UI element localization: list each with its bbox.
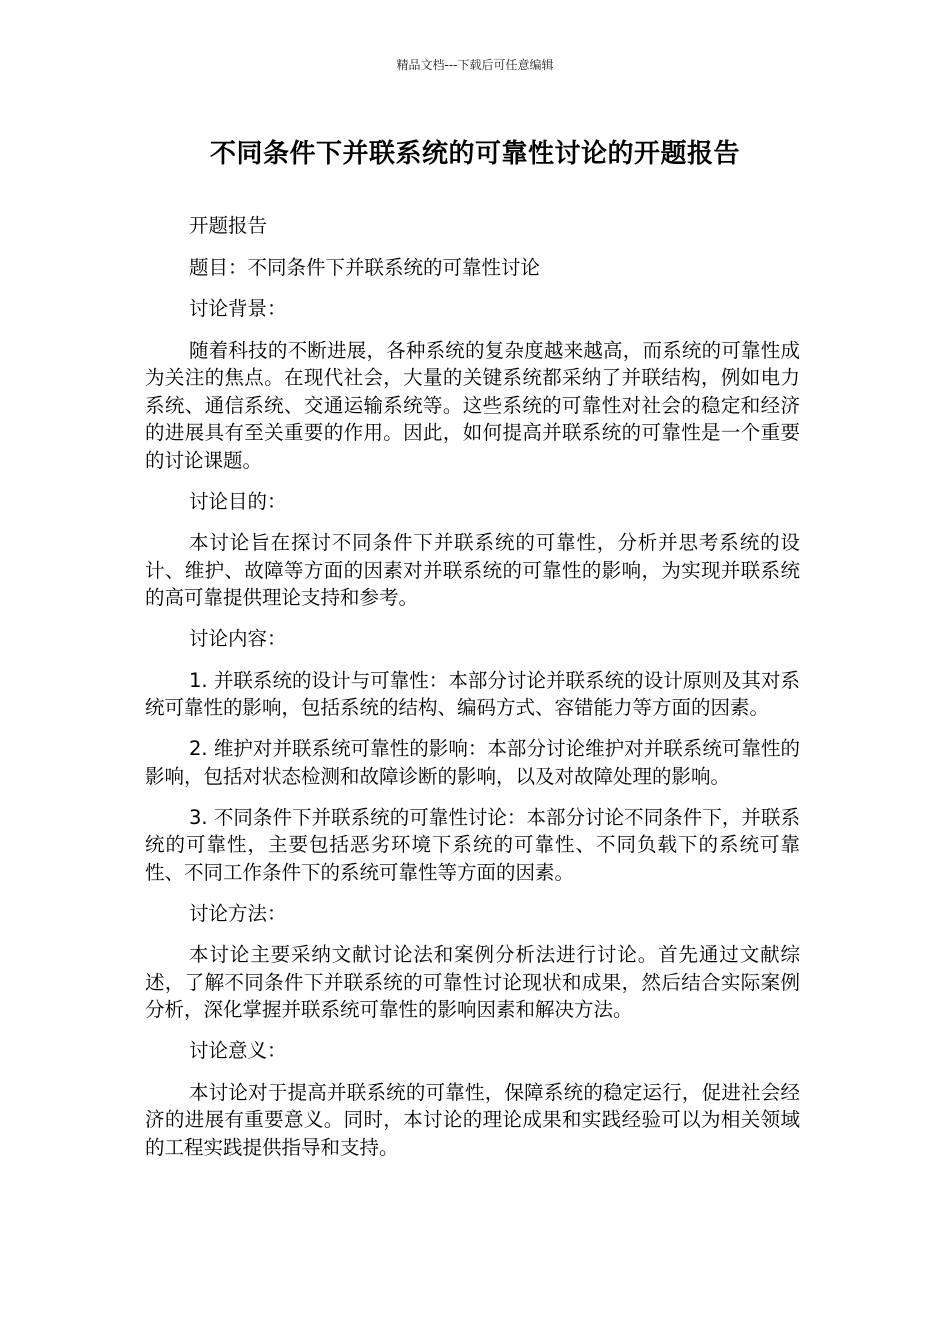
document-title: 不同条件下并联系统的可靠性讨论的开题报告 [209, 139, 740, 169]
section-heading-content: 讨论内容： [189, 627, 287, 650]
paragraph-significance: 本讨论对于提高并联系统的可靠性，保障系统的稳定运行，促进社会经济的进展有重要意义。同时，本讨论的理论成果和实践经验可以为相关领域的工程实践提供指导和支持。 [145, 1080, 800, 1159]
document-body [145, 212, 800, 1175]
page-header: 精品文档---下载后可任意编辑 [396, 58, 554, 72]
topic-line: 题目：不同条件下并联系统的可靠性讨论 [189, 255, 541, 279]
section-heading-significance: 讨论意义： [189, 1039, 287, 1062]
section-heading-purpose: 讨论目的： [189, 489, 287, 513]
section-label-opening-report: 开题报告 [189, 214, 268, 237]
section-heading-method: 讨论方法： [189, 901, 287, 925]
list-item-content-3: 3. 不同条件下并联系统的可靠性讨论：本部分讨论不同条件下，并联系统的可靠性，主要包括恶劣环境下系统的可靠性、不同负载下的系统可靠性、不同工作条件下的系统可靠性等方面的因素。 [145, 805, 800, 884]
paragraph-background: 随着科技的不断进展，各种系统的复杂度越来越高，而系统的可靠性成为关注的焦点。在现代社会，大量的关键系统都采纳了并联结构，例如电力系统、通信系统、交通运输系统等。这些系统的可靠性对社会的稳定和经济的进展具有至关重要的作用。因此，如何提高并联系统的可靠性是一个重要的讨论课题。 [145, 338, 800, 472]
section-heading-background: 讨论背景： [189, 297, 287, 320]
list-item-content-1: 1. 并联系统的设计与可靠性：本部分讨论并联系统的设计原则及其对系统可靠性的影响，包括系统的结构、编码方式、容错能力等方面的因素。 [145, 668, 800, 719]
list-item-content-2: 2. 维护对并联系统可靠性的影响：本部分讨论维护对并联系统可靠性的影响，包括对状态检测和故障诊断的影响，以及对故障处理的影响。 [145, 737, 800, 788]
paragraph-purpose: 本讨论旨在探讨不同条件下并联系统的可靠性，分析并思考系统的设计、维护、故障等方面的因素对并联系统的可靠性的影响，为实现并联系统的高可靠提供理论支持和参考。 [145, 531, 800, 609]
paragraph-method: 本讨论主要采纳文献讨论法和案例分析法进行讨论。首先通过文献综述，了解不同条件下并联系统的可靠性讨论现状和成果，然后结合实际案例分析，深化掌握并联系统可靠性的影响因素和解决方法。 [145, 943, 800, 1021]
